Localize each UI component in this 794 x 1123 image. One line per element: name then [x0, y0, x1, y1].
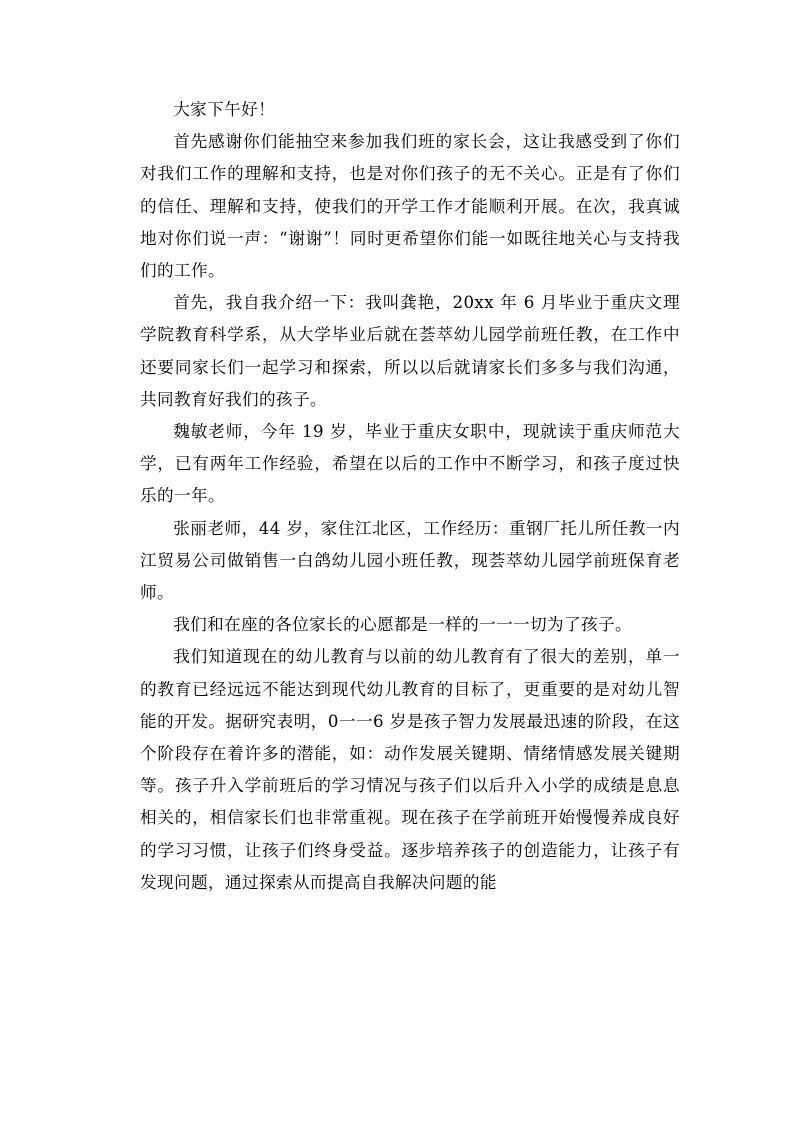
education-paragraph: 我们知道现在的幼儿教育与以前的幼儿教育有了很大的差别，单一的教育已经远远不能达到现代幼儿教育的目标了，更重要的是对幼儿智能的开发。据研究表明，0一一6 岁是孩子智力发展最迅速的阶段，在这个阶段存在着许多的潜能，如：动作发展关键期、情绪情感发展关键期等。孩子升入学前班后的学习情况与孩子们以后升入小学的成绩是息息相关的，相信家长们也非常重视。现在孩子在学前班开始慢慢养成良好的学习习惯，让孩子们终身受益。逐步培养孩子的创造能力，让孩子有发现问题，通过探索从而提高自我解决问题的能	[140, 647, 680, 892]
teacher-zhang-paragraph: 张丽老师，44 岁，家住江北区，工作经历：重钢厂托儿所任教一内江贸易公司做销售一白鸽幼儿园小班任教，现荟萃幼儿园学前班保育老师。	[140, 518, 680, 603]
self-intro-paragraph: 首先，我自我介绍一下：我叫龚艳，20xx 年 6 月毕业于重庆文理学院教育科学系，从大学毕业后就在荟萃幼儿园学前班任教，在工作中还要同家长们一起学习和探索，所以以后就请家长们多多与我们沟通，共同教育好我们的孩子。	[140, 293, 680, 409]
shared-wish-paragraph: 我们和在座的各位家长的心愿都是一样的一一一切为了孩子。	[173, 615, 633, 635]
thanks-paragraph: 首先感谢你们能抽空来参加我们班的家长会，这让我感受到了你们对我们工作的理解和支持，也是对你们孩子的无不关心。正是有了你们的信任、理解和支持，使我们的开学工作才能顺利开展。在次，我真诚地对你们说一声：“谢谢”！同时更希望你们能一如既往地关心与支持我们的工作。	[140, 132, 680, 281]
teacher-wei-paragraph: 魏敏老师，今年 19 岁，毕业于重庆女职中，现就读于重庆师范大学，已有两年工作经验，希望在以后的工作中不断学习，和孩子度过快乐的一年。	[140, 422, 680, 506]
greeting-paragraph: 大家下午好！	[173, 100, 276, 119]
document-body	[140, 94, 680, 899]
